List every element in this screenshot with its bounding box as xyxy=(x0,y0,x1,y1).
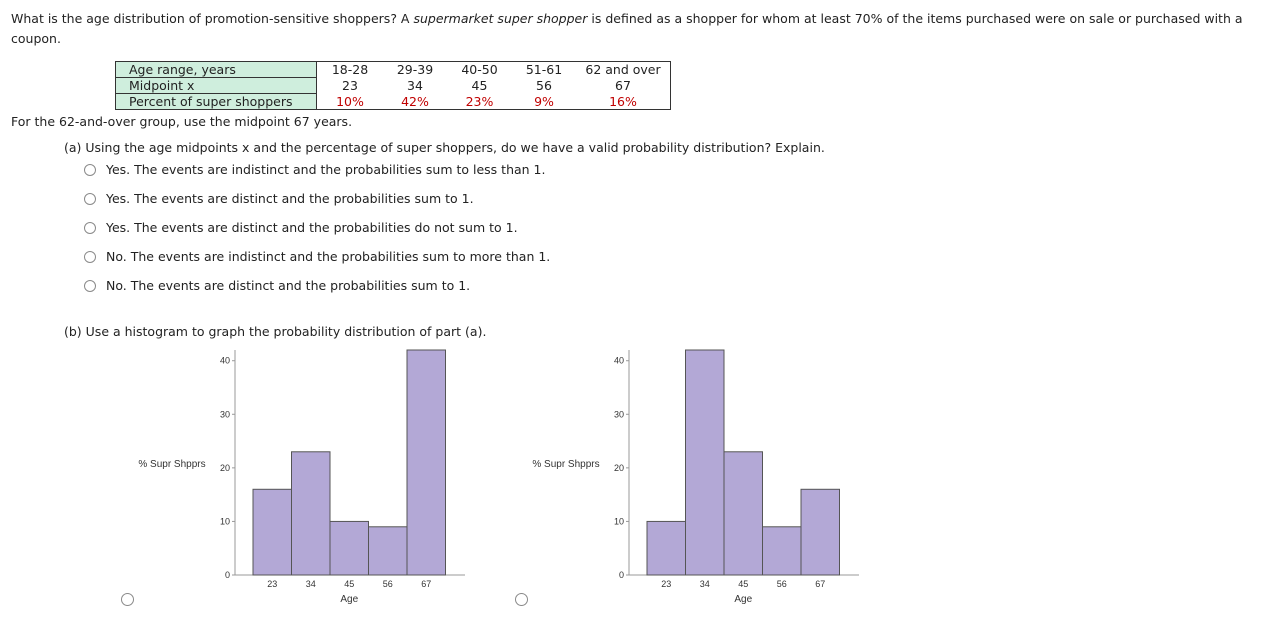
radio-button[interactable] xyxy=(84,164,96,176)
y-tick-label: 40 xyxy=(219,355,230,366)
option-label: Yes. The events are distinct and the probabilities sum to 1. xyxy=(106,191,474,206)
x-tick-label: 67 xyxy=(815,579,826,589)
histogram-bar xyxy=(407,350,446,575)
y-tick-label: 10 xyxy=(613,516,624,527)
percent-cell: 9% xyxy=(512,94,576,110)
histogram-bar xyxy=(647,521,686,575)
percent-cell: 16% xyxy=(576,94,671,110)
age-range-cell: 51-61 xyxy=(512,62,576,78)
histogram-bar xyxy=(763,527,802,575)
y-tick-label: 0 xyxy=(224,570,230,580)
histogram-bar xyxy=(369,527,408,575)
age-range-cell: 62 and over xyxy=(576,62,671,78)
part-a-option-3[interactable] xyxy=(84,220,518,235)
x-tick-label: 34 xyxy=(305,579,316,589)
row-label-age-range: Age range, years xyxy=(116,62,317,78)
option-label: No. The events are distinct and the probabilities sum to 1. xyxy=(106,278,471,293)
percent-cell: 23% xyxy=(447,94,512,110)
midpoint-cell: 45 xyxy=(471,78,488,93)
x-tick-label: 45 xyxy=(738,579,749,589)
midpoint-cell: 23 xyxy=(317,78,384,94)
question-emphasis: supermarket super shopper xyxy=(413,11,588,26)
option-label: Yes. The events are indistinct and the probabilities sum to less than 1. xyxy=(106,162,546,177)
histogram-bar xyxy=(292,452,331,575)
row-label-midpoint xyxy=(116,78,317,94)
part-a-option-4[interactable] xyxy=(84,249,550,264)
x-axis-label: Age xyxy=(340,594,359,605)
histogram-bar xyxy=(801,489,840,575)
histogram-bar xyxy=(686,350,725,575)
percent-cell: 10% xyxy=(317,94,384,110)
y-tick-label: 40 xyxy=(613,355,624,366)
question-part2: is defined as a shopper for whom at least 70% of the items purchased were on sale or purchased with a coupon. xyxy=(11,11,1243,46)
x-tick-label: 23 xyxy=(661,579,672,589)
part-b-prompt: (b) Use a histogram to graph the probability distribution of part (a). xyxy=(64,324,487,339)
y-tick-label: 20 xyxy=(613,462,624,473)
radio-button[interactable] xyxy=(84,251,96,263)
midpoint-cell: 56 xyxy=(536,78,552,93)
row-label-percent: Percent of super shoppers xyxy=(116,94,317,110)
y-tick-label: 10 xyxy=(219,516,230,527)
histogram-bar xyxy=(330,521,369,575)
question-text xyxy=(11,9,1261,49)
y-axis-label: % Supr Shpprs xyxy=(138,459,206,470)
midpoint-label: Midpoint x xyxy=(129,78,195,93)
midpoint-note: For the 62-and-over group, use the midpoint 67 years. xyxy=(11,114,353,129)
midpoint-cell: 67 xyxy=(576,78,671,94)
y-axis-label: % Supr Shpprs xyxy=(532,459,600,470)
histogram-option-1[interactable] xyxy=(120,345,480,610)
x-tick-label: 67 xyxy=(421,579,432,589)
radio-button[interactable] xyxy=(84,280,96,292)
x-axis-label: Age xyxy=(734,594,753,605)
y-tick-label: 30 xyxy=(613,409,624,420)
histogram-bar xyxy=(724,452,763,575)
radio-button[interactable] xyxy=(84,222,96,234)
part-a-option-1[interactable] xyxy=(84,162,545,177)
radio-button[interactable] xyxy=(84,193,96,205)
question-part1: What is the age distribution of promotion-sensitive shoppers? A xyxy=(11,11,414,26)
histogram-option-2[interactable] xyxy=(514,345,874,610)
y-tick-label: 20 xyxy=(219,462,230,473)
age-distribution-table xyxy=(115,61,671,110)
age-range-cell: 40-50 xyxy=(447,62,512,78)
x-tick-label: 45 xyxy=(344,579,355,589)
midpoint-cell: 34 xyxy=(407,78,423,93)
part-a-option-5[interactable] xyxy=(84,278,470,293)
x-tick-label: 23 xyxy=(267,579,278,589)
y-tick-label: 30 xyxy=(219,409,230,420)
part-a-option-2[interactable] xyxy=(84,191,474,206)
option-label: No. The events are indistinct and the probabilities sum to more than 1. xyxy=(106,249,551,264)
percent-cell: 42% xyxy=(383,94,447,110)
x-tick-label: 56 xyxy=(776,579,787,589)
age-range-cell: 29-39 xyxy=(383,62,447,78)
x-tick-label: 34 xyxy=(699,579,710,589)
x-tick-label: 56 xyxy=(382,579,393,589)
y-tick-label: 0 xyxy=(618,570,624,580)
histogram-bar xyxy=(253,489,292,575)
age-range-cell: 18-28 xyxy=(317,62,384,78)
option-label: Yes. The events are distinct and the probabilities do not sum to 1. xyxy=(106,220,518,235)
part-a-prompt: (a) Using the age midpoints x and the percentage of super shoppers, do we have a valid probability distribution? Explain. xyxy=(64,140,825,155)
